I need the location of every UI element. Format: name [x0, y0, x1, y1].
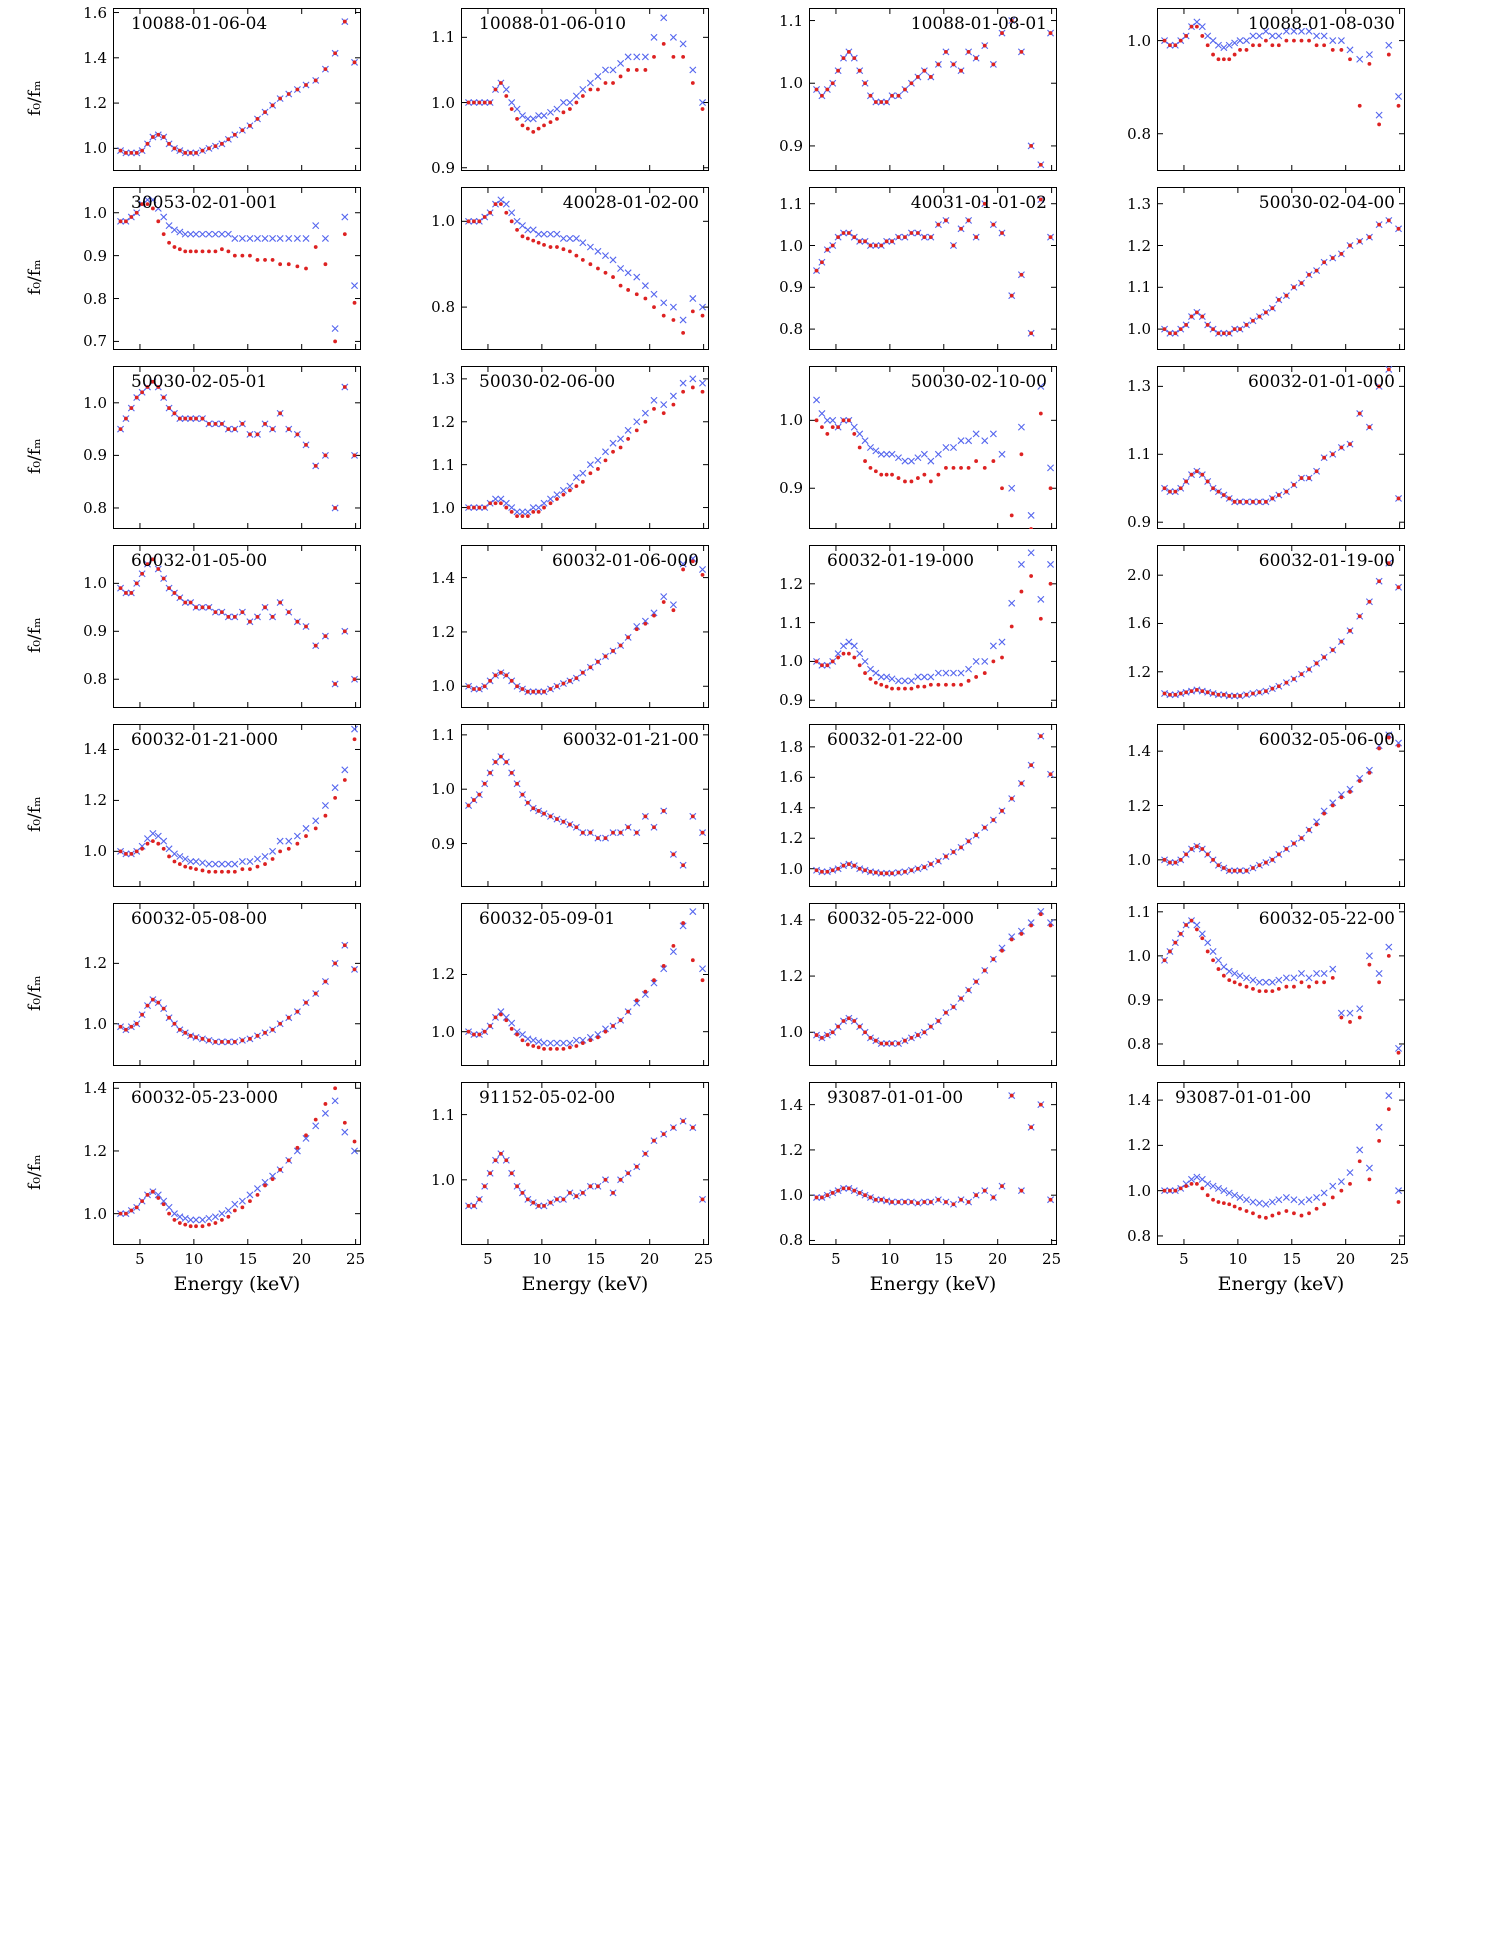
series-red_dot	[815, 198, 1053, 336]
x-tick-label: 5	[135, 1250, 145, 1268]
series-red_dot	[119, 737, 357, 873]
y-tick-label: 1.1	[779, 11, 803, 30]
y-tick-label: 1.4	[83, 740, 107, 759]
x-tick-label: 10	[880, 1250, 900, 1268]
y-tick-label: 1.0	[83, 1204, 107, 1223]
chart-panel	[25, 903, 361, 1066]
x-tick-label: 20	[1336, 1250, 1356, 1268]
series-blue_x	[117, 197, 357, 332]
chart-panel	[431, 1082, 714, 1295]
y-tick-label: 1.1	[431, 725, 455, 744]
x-tick-label: 5	[483, 1250, 493, 1268]
series-blue_x	[813, 196, 1053, 336]
y-tick-label: 0.8	[83, 289, 107, 308]
chart-panel	[25, 1079, 366, 1295]
y-tick-label: 1.3	[1127, 377, 1151, 396]
chart-panel	[779, 724, 1057, 887]
y-axis-label: f₀/fₘ	[25, 258, 45, 295]
y-tick-label: 0.9	[83, 446, 107, 465]
panel-title: 50030-02-05-01	[131, 372, 268, 392]
x-tick-label: 15	[934, 1250, 954, 1268]
series-red_dot	[119, 943, 357, 1043]
y-tick-label: 1.2	[1127, 1136, 1151, 1155]
y-tick-label: 0.8	[431, 298, 455, 317]
y-tick-label: 1.8	[779, 737, 803, 756]
y-tick-label: 1.2	[779, 967, 803, 986]
series-red_dot	[815, 19, 1053, 167]
x-axis-label: Energy (keV)	[521, 1273, 649, 1295]
y-tick-label: 1.0	[83, 203, 107, 222]
series-red_dot	[119, 202, 357, 343]
y-axis-label: f₀/fₘ	[25, 79, 45, 116]
y-tick-label: 1.0	[1127, 946, 1151, 965]
x-tick-label: 10	[1228, 1250, 1248, 1268]
y-tick-label: 0.8	[83, 670, 107, 689]
series-red_dot	[815, 1094, 1053, 1206]
chart-panel	[25, 366, 361, 529]
y-tick-label: 1.3	[431, 369, 455, 388]
chart-panel	[1127, 902, 1405, 1066]
series-blue_x	[117, 1098, 357, 1223]
panel-title: 60032-05-22-000	[827, 909, 975, 929]
y-tick-label: 1.2	[779, 829, 803, 848]
series-blue_x	[1161, 732, 1401, 874]
x-tick-label: 20	[988, 1250, 1008, 1268]
panel-title: 60032-01-21-000	[131, 730, 279, 750]
panel-title: 60032-01-19-000	[827, 551, 975, 571]
y-tick-label: 0.9	[83, 246, 107, 265]
y-tick-label: 1.0	[779, 411, 803, 430]
y-tick-label: 1.0	[431, 212, 455, 231]
y-tick-label: 1.2	[1127, 796, 1151, 815]
x-tick-label: 5	[831, 1250, 841, 1268]
y-tick-label: 1.2	[431, 412, 455, 431]
y-tick-label: 1.4	[83, 1079, 107, 1098]
y-tick-label: 0.9	[779, 136, 803, 155]
panel-title: 60032-05-09-01	[479, 909, 616, 929]
y-tick-label: 1.0	[83, 1014, 107, 1033]
y-tick-label: 1.1	[431, 455, 455, 474]
y-tick-label: 1.0	[431, 93, 455, 112]
series-red_dot	[1163, 561, 1401, 698]
y-tick-label: 1.0	[779, 859, 803, 878]
panel-title: 30053-02-01-001	[131, 193, 279, 213]
y-tick-label: 1.2	[1127, 236, 1151, 255]
panel-title: 60032-01-21-00	[562, 730, 699, 750]
y-axis-label: f₀/fₘ	[25, 1153, 45, 1190]
y-tick-label: 1.6	[83, 3, 107, 22]
y-tick-label: 0.8	[1127, 124, 1151, 143]
y-tick-label: 1.0	[1127, 1181, 1151, 1200]
panel-title: 60032-05-06-00	[1258, 730, 1395, 750]
y-tick-label: 1.0	[83, 842, 107, 861]
panel-title: 60032-01-19-00	[1258, 551, 1395, 571]
y-tick-label: 1.0	[779, 1023, 803, 1042]
y-tick-label: 1.4	[1127, 742, 1151, 761]
series-red_dot	[467, 559, 705, 693]
series-red_dot	[467, 755, 705, 867]
chart-panel	[779, 187, 1057, 350]
chart-panel	[431, 545, 709, 708]
series-red_dot	[467, 921, 705, 1051]
x-tick-label: 25	[1390, 1250, 1410, 1268]
chart-panel	[431, 187, 709, 350]
chart-panel	[1127, 187, 1405, 350]
y-tick-label: 1.4	[779, 798, 803, 817]
x-tick-label: 25	[694, 1250, 714, 1268]
panel-title: 50030-02-10-00	[910, 372, 1047, 392]
chart-panel	[25, 545, 361, 708]
panel-title: 93087-01-01-00	[827, 1088, 964, 1108]
x-tick-label: 10	[532, 1250, 552, 1268]
panel-title: 50030-02-06-00	[479, 372, 616, 392]
x-tick-label: 20	[640, 1250, 660, 1268]
series-red_dot	[467, 42, 705, 134]
chart-panel	[431, 724, 709, 887]
series-red_dot	[815, 574, 1053, 690]
y-tick-label: 1.1	[1127, 445, 1151, 464]
y-tick-label: 1.1	[1127, 902, 1151, 921]
y-tick-label: 1.2	[1127, 662, 1151, 681]
x-tick-label: 5	[1179, 1250, 1189, 1268]
series-red_dot	[1163, 219, 1401, 336]
x-axis-label: Energy (keV)	[1217, 1273, 1345, 1295]
y-tick-label: 1.0	[779, 236, 803, 255]
chart-panel	[431, 8, 709, 177]
chart-panel	[1127, 724, 1405, 887]
panel-title: 60032-05-23-000	[131, 1088, 279, 1108]
panel-title: 91152-05-02-00	[479, 1088, 616, 1108]
series-red_dot	[467, 202, 705, 334]
y-tick-label: 0.9	[431, 158, 455, 177]
panel-title: 10088-01-08-030	[1247, 14, 1395, 34]
y-tick-label: 2.0	[1127, 566, 1151, 585]
series-blue_x	[117, 942, 357, 1045]
y-tick-label: 1.2	[83, 94, 107, 113]
panel-title: 10088-01-06-010	[479, 14, 627, 34]
chart-panel	[1127, 8, 1405, 171]
y-tick-label: 0.8	[1127, 1226, 1151, 1245]
series-blue_x	[813, 17, 1053, 167]
series-blue_x	[465, 197, 705, 323]
series-red_dot	[815, 734, 1053, 875]
panel-title: 60032-01-06-000	[551, 551, 699, 571]
panel-title: 40031-01-01-02	[910, 193, 1047, 213]
y-tick-label: 0.9	[779, 479, 803, 498]
series-blue_x	[465, 1118, 705, 1209]
chart-panel	[25, 3, 361, 171]
chart-panel	[779, 8, 1057, 171]
y-tick-label: 0.9	[431, 834, 455, 853]
series-blue_x	[813, 383, 1053, 518]
series-blue_x	[813, 908, 1053, 1046]
x-tick-label: 15	[238, 1250, 258, 1268]
y-tick-label: 1.3	[1127, 194, 1151, 213]
y-tick-label: 0.8	[1127, 1034, 1151, 1053]
series-red_dot	[815, 412, 1053, 529]
chart-panel	[431, 903, 709, 1066]
series-red_dot	[467, 1119, 705, 1208]
y-tick-label: 1.2	[779, 574, 803, 593]
y-tick-label: 1.4	[779, 910, 803, 929]
x-tick-label: 15	[1282, 1250, 1302, 1268]
series-blue_x	[465, 908, 705, 1046]
series-blue_x	[465, 376, 705, 515]
y-tick-label: 1.2	[779, 1140, 803, 1159]
series-red_dot	[119, 20, 357, 155]
x-axis-label: Energy (keV)	[173, 1273, 301, 1295]
series-blue_x	[1161, 217, 1401, 336]
y-tick-label: 1.4	[83, 48, 107, 67]
y-tick-label: 1.1	[431, 28, 455, 47]
x-axis-label: Energy (keV)	[869, 1273, 997, 1295]
y-tick-label: 0.9	[83, 622, 107, 641]
y-tick-label: 0.9	[779, 691, 803, 710]
y-tick-label: 1.0	[83, 574, 107, 593]
series-blue_x	[813, 733, 1053, 876]
y-tick-label: 1.0	[779, 74, 803, 93]
x-tick-label: 25	[1042, 1250, 1062, 1268]
y-tick-label: 0.8	[779, 1231, 803, 1250]
y-tick-label: 0.7	[83, 332, 107, 351]
chart-panel	[25, 187, 361, 351]
x-tick-label: 15	[586, 1250, 606, 1268]
series-red_dot	[119, 557, 357, 685]
panel-title: 60032-01-05-00	[131, 551, 268, 571]
chart-panel	[1127, 545, 1405, 708]
series-blue_x	[1161, 918, 1401, 1052]
y-tick-label: 1.0	[779, 1186, 803, 1205]
series-blue_x	[1161, 560, 1401, 699]
y-tick-label: 0.9	[1127, 990, 1151, 1009]
chart-panel	[25, 724, 361, 887]
x-tick-label: 20	[292, 1250, 312, 1268]
chart-panel	[431, 366, 709, 529]
y-tick-label: 1.6	[779, 768, 803, 787]
chart-panel	[1127, 1082, 1410, 1295]
panel-title: 60032-05-08-00	[131, 909, 268, 929]
panel-title: 10088-01-08-01	[910, 14, 1047, 34]
y-axis-label: f₀/fₘ	[25, 974, 45, 1011]
y-tick-label: 1.2	[83, 1141, 107, 1160]
y-tick-label: 0.8	[83, 498, 107, 517]
y-tick-label: 1.6	[1127, 614, 1151, 633]
y-tick-label: 1.4	[431, 568, 455, 587]
series-red_dot	[1163, 25, 1401, 127]
y-axis-label: f₀/fₘ	[25, 437, 45, 474]
panel-title: 10088-01-06-04	[131, 14, 268, 34]
y-tick-label: 1.4	[779, 1095, 803, 1114]
x-tick-label: 25	[346, 1250, 366, 1268]
y-tick-label: 1.1	[779, 194, 803, 213]
series-red_dot	[119, 380, 357, 510]
y-tick-label: 0.9	[779, 278, 803, 297]
series-blue_x	[117, 556, 357, 687]
y-tick-label: 1.1	[779, 613, 803, 632]
y-tick-label: 0.8	[779, 320, 803, 339]
panel-title: 60032-01-01-000	[1247, 372, 1395, 392]
y-tick-label: 1.0	[431, 677, 455, 696]
y-tick-label: 1.0	[83, 393, 107, 412]
chart-panel	[779, 903, 1057, 1066]
y-tick-label: 1.0	[431, 1170, 455, 1189]
y-axis-label: f₀/fₘ	[25, 795, 45, 832]
y-tick-label: 1.0	[431, 780, 455, 799]
y-tick-label: 1.0	[431, 498, 455, 517]
y-tick-label: 1.1	[431, 1105, 455, 1124]
panel-title: 40028-01-02-00	[562, 193, 699, 213]
panel-title: 60032-01-22-00	[827, 730, 964, 750]
y-tick-label: 1.2	[431, 622, 455, 641]
y-tick-label: 1.4	[1127, 1091, 1151, 1110]
series-red_dot	[1163, 919, 1401, 1055]
series-blue_x	[465, 754, 705, 869]
y-tick-label: 1.0	[1127, 31, 1151, 50]
y-tick-label: 1.0	[83, 139, 107, 158]
y-tick-label: 1.0	[779, 652, 803, 671]
series-red_dot	[815, 912, 1053, 1045]
panel-title: 50030-02-04-00	[1258, 193, 1395, 213]
y-tick-label: 1.2	[83, 791, 107, 810]
chart-panel	[779, 366, 1057, 529]
y-tick-label: 1.0	[1127, 320, 1151, 339]
chart-panel	[1127, 366, 1405, 532]
series-blue_x	[1161, 1092, 1401, 1207]
y-tick-label: 1.1	[1127, 278, 1151, 297]
series-blue_x	[117, 379, 357, 511]
panel-title: 93087-01-01-00	[1175, 1088, 1312, 1108]
y-tick-label: 0.9	[1127, 513, 1151, 532]
y-tick-label: 1.2	[83, 954, 107, 973]
chart-panel	[779, 545, 1057, 710]
y-tick-label: 1.0	[431, 1022, 455, 1041]
y-tick-label: 1.2	[431, 965, 455, 984]
y-tick-label: 1.0	[1127, 850, 1151, 869]
y-axis-label: f₀/fₘ	[25, 616, 45, 653]
x-tick-label: 10	[184, 1250, 204, 1268]
panel-title: 60032-05-22-00	[1258, 909, 1395, 929]
chart-panel	[779, 1082, 1062, 1295]
